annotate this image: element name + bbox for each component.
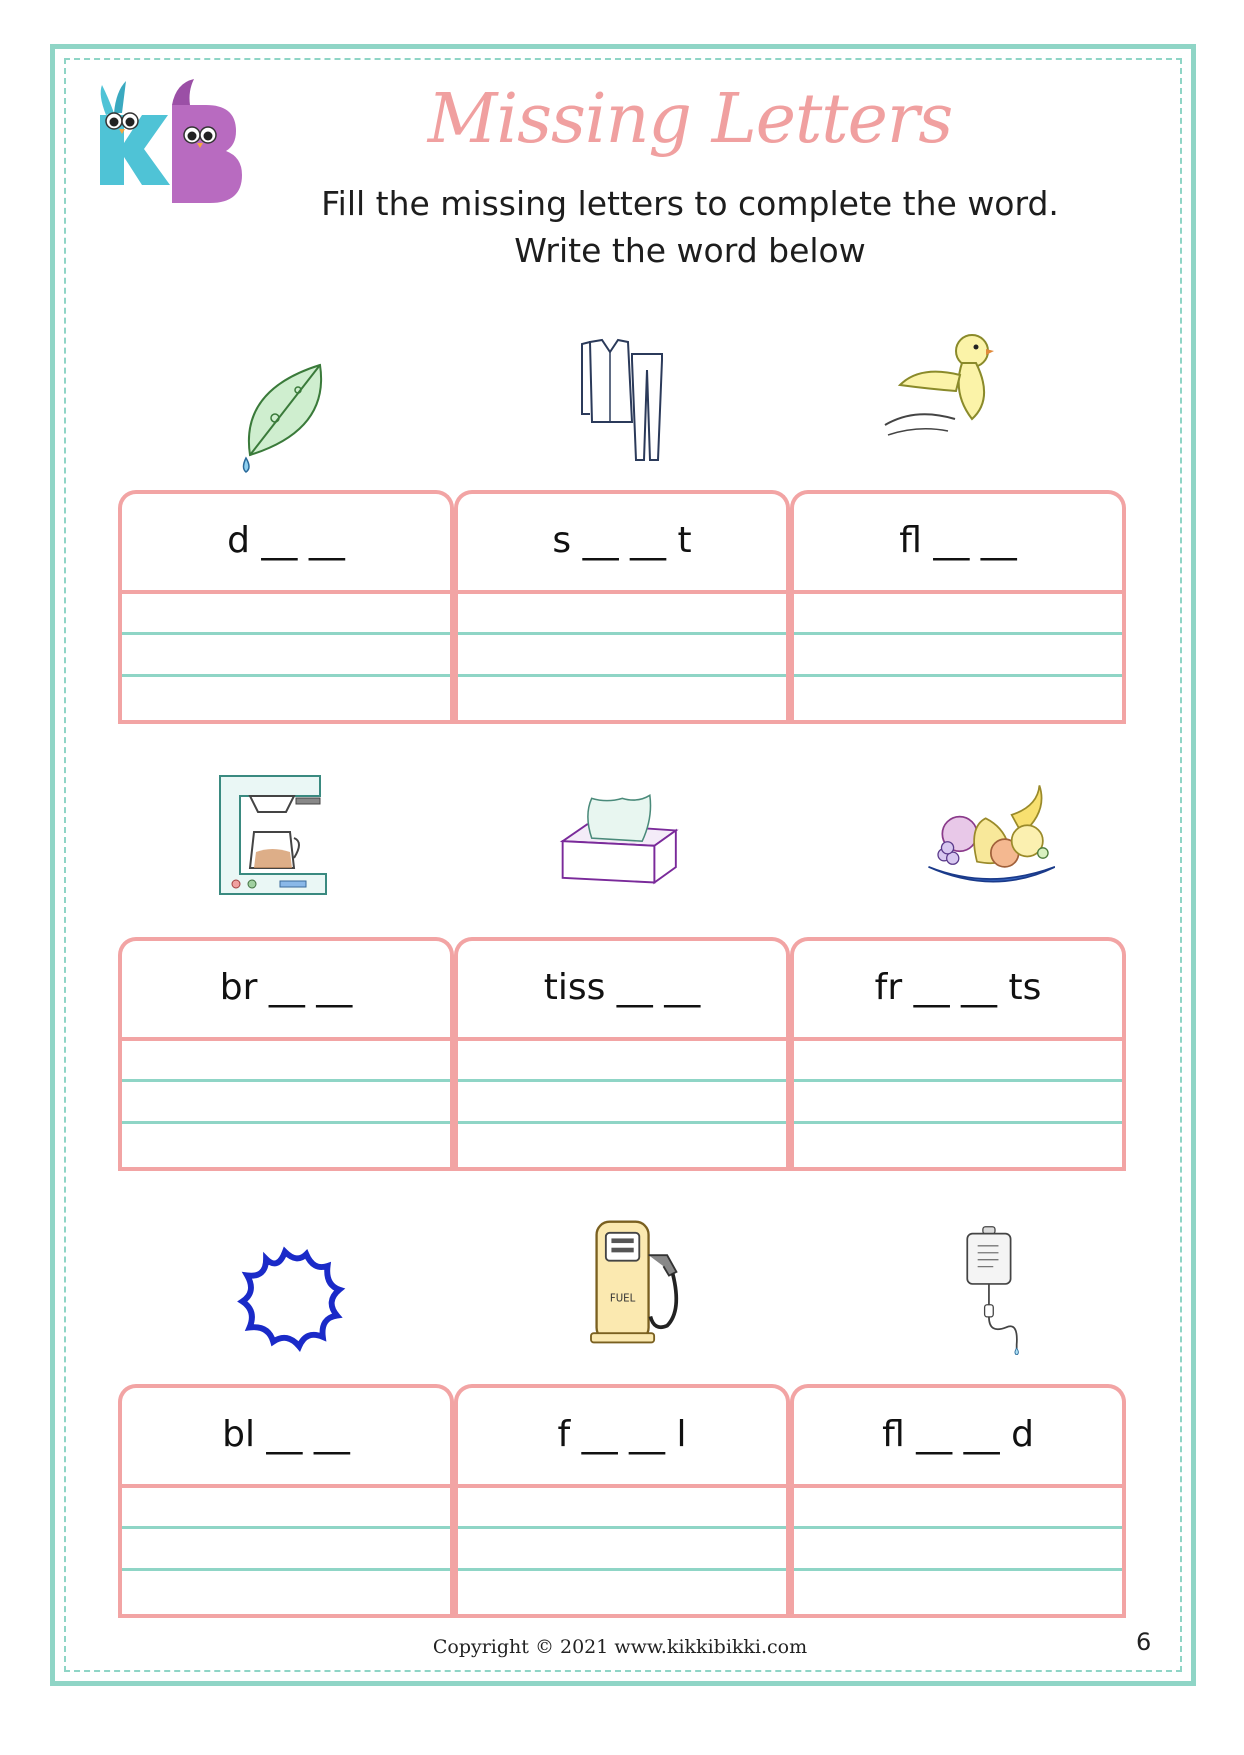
writing-area[interactable] — [118, 1484, 454, 1618]
word-prompt: br __ __ — [219, 967, 353, 1008]
writing-area[interactable] — [790, 1037, 1126, 1171]
word-prompt: f __ __ l — [557, 1414, 687, 1455]
blue-blob-icon — [220, 1240, 350, 1370]
page-number: 6 — [1136, 1628, 1152, 1656]
instruction-line-2: Write the word below — [514, 231, 866, 270]
copyright-text: Copyright © 2021 www.kikkibikki.com — [432, 1636, 808, 1658]
page-title: Missing Letters — [427, 80, 953, 159]
writing-area[interactable] — [454, 1484, 790, 1618]
word-cell — [118, 937, 454, 1171]
word-cell — [790, 490, 1126, 724]
word-prompt: tiss __ __ — [543, 967, 701, 1008]
word-cell — [454, 490, 790, 724]
word-cell — [118, 1384, 454, 1618]
coffee-maker-icon — [210, 772, 340, 902]
word-cell — [790, 937, 1126, 1171]
writing-area[interactable] — [454, 1037, 790, 1171]
writing-area[interactable] — [118, 590, 454, 724]
word-prompt: fl __ __ — [899, 520, 1017, 561]
tissue-box-icon — [555, 780, 685, 910]
writing-area[interactable] — [118, 1037, 454, 1171]
word-grid-row-1 — [118, 490, 1126, 724]
word-cell — [790, 1384, 1126, 1618]
word-cell — [118, 490, 454, 724]
word-prompt: d __ __ — [227, 520, 345, 561]
writing-area[interactable] — [790, 590, 1126, 724]
fuel-pump-icon — [578, 1218, 708, 1348]
word-prompt: fr __ __ ts — [874, 967, 1042, 1008]
word-prompt: s __ __ t — [552, 520, 692, 561]
word-prompt: fl __ __ d — [882, 1414, 1034, 1455]
word-cell — [454, 1384, 790, 1618]
leaf-with-drop-icon — [220, 350, 350, 480]
writing-area[interactable] — [790, 1484, 1126, 1618]
fuel-label: FUEL — [609, 1293, 636, 1305]
writing-area[interactable] — [454, 590, 790, 724]
flying-bird-icon — [880, 325, 1010, 455]
kb-logo — [86, 75, 246, 215]
word-prompt: bl __ __ — [222, 1414, 350, 1455]
fruit-bowl-icon — [925, 775, 1055, 905]
word-cell — [454, 937, 790, 1171]
word-grid-row-3 — [118, 1384, 1126, 1618]
suit-icon — [560, 336, 690, 466]
instruction-line-1: Fill the missing letters to complete the word. — [321, 184, 1059, 223]
iv-drip-bag-icon — [930, 1225, 1060, 1355]
word-grid-row-2 — [118, 937, 1126, 1171]
